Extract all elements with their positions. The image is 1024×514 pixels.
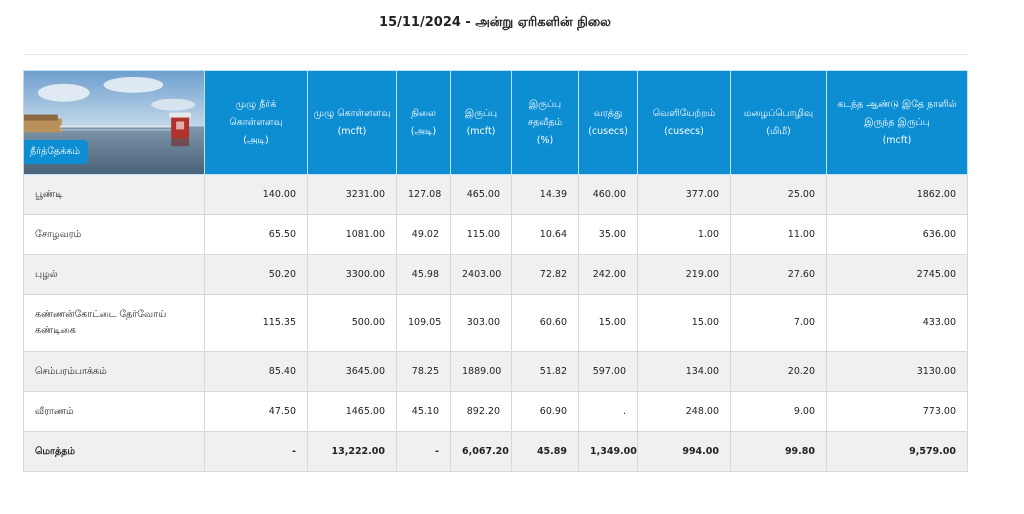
table-cell: 1081.00 [308, 215, 397, 255]
lake-status-table [23, 70, 968, 472]
table-cell: 14.39 [512, 175, 579, 215]
header-storage-percent: இருப்பு சதவீதம் (%) [512, 71, 579, 175]
total-label: மொத்தம் [24, 432, 205, 472]
lake-name: வீராணம் [24, 392, 205, 432]
lake-name: பூண்டி [24, 175, 205, 215]
table-cell: 303.00 [451, 295, 512, 352]
table-cell: . [579, 392, 638, 432]
table-cell: 134.00 [638, 352, 731, 392]
total-cell: - [397, 432, 451, 472]
header-storage: இருப்பு (mcft) [451, 71, 512, 175]
table-cell: 11.00 [731, 215, 827, 255]
table-cell: 10.64 [512, 215, 579, 255]
table-cell: 3130.00 [827, 352, 968, 392]
table-cell: 115.35 [205, 295, 308, 352]
table-cell: 465.00 [451, 175, 512, 215]
table-cell: 51.82 [512, 352, 579, 392]
table-cell: 25.00 [731, 175, 827, 215]
lake-name: புழல் [24, 255, 205, 295]
table-cell: 7.00 [731, 295, 827, 352]
table-cell: 45.10 [397, 392, 451, 432]
total-row [24, 432, 968, 472]
table-cell: 433.00 [827, 295, 968, 352]
table-cell: 50.20 [205, 255, 308, 295]
table-cell: 636.00 [827, 215, 968, 255]
header-row [24, 71, 968, 175]
total-cell: 13,222.00 [308, 432, 397, 472]
header-rainfall: மழைப்பொழிவு (மிமீ) [731, 71, 827, 175]
table-cell: 60.60 [512, 295, 579, 352]
table-cell: 219.00 [638, 255, 731, 295]
table-cell: 1465.00 [308, 392, 397, 432]
table-cell: 127.08 [397, 175, 451, 215]
lake-name: கண்ணன்கோட்டை தேர்வோய் கண்டிகை [24, 295, 205, 352]
table-cell: 15.00 [579, 295, 638, 352]
table-cell: 115.00 [451, 215, 512, 255]
lake-name: சோழவரம் [24, 215, 205, 255]
table-cell: 3300.00 [308, 255, 397, 295]
table-cell: 242.00 [579, 255, 638, 295]
table-cell: 1889.00 [451, 352, 512, 392]
table-cell: 460.00 [579, 175, 638, 215]
table-cell: 773.00 [827, 392, 968, 432]
table-row [24, 215, 968, 255]
table-cell: 1862.00 [827, 175, 968, 215]
table-cell: 3231.00 [308, 175, 397, 215]
table-cell: 892.20 [451, 392, 512, 432]
table-cell: 65.50 [205, 215, 308, 255]
total-cell: 9,579.00 [827, 432, 968, 472]
table-row [24, 295, 968, 352]
table-cell: 20.20 [731, 352, 827, 392]
total-cell: - [205, 432, 308, 472]
total-cell: 1,349.00 [579, 432, 638, 472]
table-cell: 140.00 [205, 175, 308, 215]
table-cell: 377.00 [638, 175, 731, 215]
table-cell: 49.02 [397, 215, 451, 255]
header-last-year-storage: கடந்த ஆண்டு இதே நாளில் இருந்த இருப்பு (mcft) [827, 71, 968, 175]
table-cell: 597.00 [579, 352, 638, 392]
table-cell: 2745.00 [827, 255, 968, 295]
header-outflow: வெளியேற்றம் (cusecs) [638, 71, 731, 175]
lake-name: செம்பரம்பாக்கம் [24, 352, 205, 392]
reservoir-label: நீர்த்தேக்கம் [24, 140, 88, 164]
table-cell: 3645.00 [308, 352, 397, 392]
table-cell: 60.90 [512, 392, 579, 432]
table-cell: 72.82 [512, 255, 579, 295]
table-row [24, 352, 968, 392]
table-cell: 47.50 [205, 392, 308, 432]
header-level: நிலை (அடி) [397, 71, 451, 175]
table-cell: 78.25 [397, 352, 451, 392]
table-cell: 15.00 [638, 295, 731, 352]
table-cell: 1.00 [638, 215, 731, 255]
header-full-tank-level: முழு நீர்க் கொள்ளளவு (அடி) [205, 71, 308, 175]
table-cell: 2403.00 [451, 255, 512, 295]
table-cell: 248.00 [638, 392, 731, 432]
total-cell: 994.00 [638, 432, 731, 472]
table-cell: 27.60 [731, 255, 827, 295]
total-cell: 99.80 [731, 432, 827, 472]
table-cell: 9.00 [731, 392, 827, 432]
table-row [24, 175, 968, 215]
table-cell: 500.00 [308, 295, 397, 352]
total-cell: 6,067.20 [451, 432, 512, 472]
reservoir-header [24, 71, 205, 175]
table-row [24, 392, 968, 432]
header-inflow: வரத்து (cusecs) [579, 71, 638, 175]
table-cell: 45.98 [397, 255, 451, 295]
table-cell: 85.40 [205, 352, 308, 392]
header-full-capacity: முழு கொள்ளளவு (mcft) [308, 71, 397, 175]
title-divider [24, 54, 968, 55]
table-cell: 35.00 [579, 215, 638, 255]
page-title: 15/11/2024 - அன்று ஏரிகளின் நிலை [379, 15, 611, 30]
table-cell: 109.05 [397, 295, 451, 352]
total-cell: 45.89 [512, 432, 579, 472]
table-row [24, 255, 968, 295]
